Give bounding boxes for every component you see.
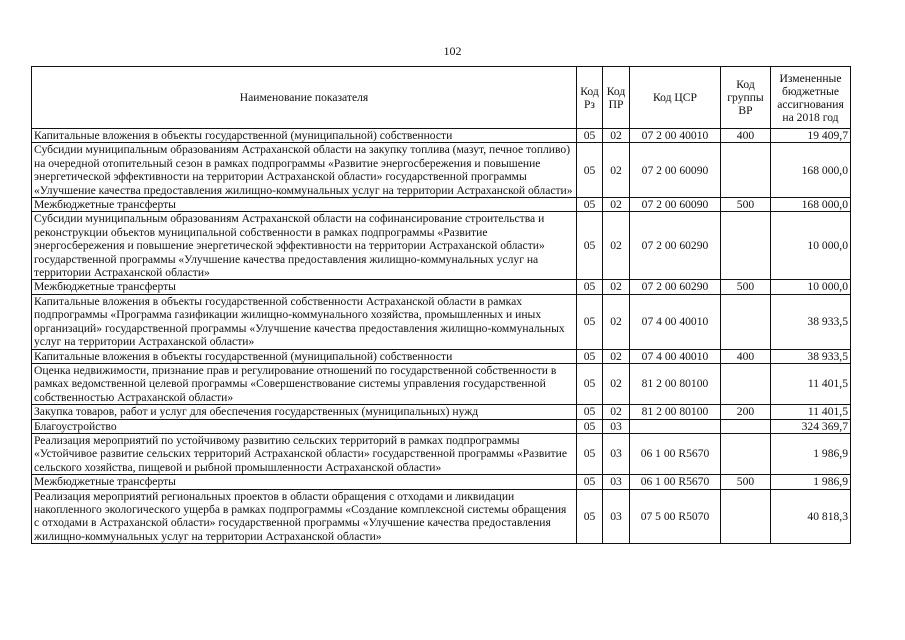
table-row bbox=[32, 212, 851, 280]
table-header-row bbox=[32, 67, 851, 129]
row-vr bbox=[721, 489, 771, 544]
row-pr: 02 bbox=[603, 349, 630, 363]
row-name: Межбюджетные трансферты bbox=[32, 198, 577, 212]
table-row bbox=[32, 349, 851, 363]
row-amount: 10 000,0 bbox=[771, 212, 851, 280]
row-rz: 05 bbox=[577, 198, 603, 212]
row-pr: 02 bbox=[603, 129, 630, 143]
row-amount: 10 000,0 bbox=[771, 280, 851, 294]
row-amount: 324 369,7 bbox=[771, 419, 851, 433]
row-rz: 05 bbox=[577, 143, 603, 198]
row-name: Закупка товаров, работ и услуг для обеспечения государственных (муниципальных) нужд bbox=[32, 405, 577, 419]
row-pr: 03 bbox=[603, 433, 630, 474]
row-amount: 11 401,5 bbox=[771, 363, 851, 404]
row-rz: 05 bbox=[577, 294, 603, 349]
header-amount: Измененные бюджетные ассигнования на 2018 год bbox=[771, 67, 851, 129]
row-pr: 02 bbox=[603, 212, 630, 280]
row-amount: 38 933,5 bbox=[771, 349, 851, 363]
row-csr: 07 2 00 60090 bbox=[630, 198, 721, 212]
row-name: Капитальные вложения в объекты государственной (муниципальной) собственности bbox=[32, 349, 577, 363]
header-rz: Код Рз bbox=[577, 67, 603, 129]
row-csr: 07 2 00 40010 bbox=[630, 129, 721, 143]
row-pr: 03 bbox=[603, 419, 630, 433]
header-pr: Код ПР bbox=[603, 67, 630, 129]
row-vr: 400 bbox=[721, 129, 771, 143]
row-csr: 07 2 00 60090 bbox=[630, 143, 721, 198]
row-vr bbox=[721, 212, 771, 280]
row-vr bbox=[721, 363, 771, 404]
row-csr: 07 2 00 60290 bbox=[630, 280, 721, 294]
table-row bbox=[32, 143, 851, 198]
row-csr: 07 4 00 40010 bbox=[630, 294, 721, 349]
row-csr: 07 5 00 R5070 bbox=[630, 489, 721, 544]
row-rz: 05 bbox=[577, 212, 603, 280]
row-vr: 500 bbox=[721, 280, 771, 294]
row-pr: 03 bbox=[603, 489, 630, 544]
row-rz: 05 bbox=[577, 280, 603, 294]
row-amount: 11 401,5 bbox=[771, 405, 851, 419]
table-row bbox=[32, 433, 851, 474]
table-row bbox=[32, 405, 851, 419]
row-vr bbox=[721, 433, 771, 474]
row-pr: 02 bbox=[603, 143, 630, 198]
row-name: Оценка недвижимости, признание прав и регулирование отношений по государственной собственности в рамках ведомственной целевой программы «Совершенствование системы управления государственной собственностью Астраханской области» bbox=[32, 363, 577, 404]
row-pr: 02 bbox=[603, 294, 630, 349]
row-name: Субсидии муниципальным образованиям Астраханской области на закупку топлива (мазут, печное топливо) на очередной отопительный сезон в рамках подпрограммы «Развитие энергосбережения и повышение энергетической эффективности на территории Астраханской области» государственной программы «Улучшение качества предоставления жилищно-коммунальных услуг на территории Астраханской области» bbox=[32, 143, 577, 198]
row-rz: 05 bbox=[577, 129, 603, 143]
row-name: Капитальные вложения в объекты государственной (муниципальной) собственности bbox=[32, 129, 577, 143]
row-pr: 02 bbox=[603, 198, 630, 212]
header-vr: Код группы ВР bbox=[721, 67, 771, 129]
row-vr: 200 bbox=[721, 405, 771, 419]
row-amount: 19 409,7 bbox=[771, 129, 851, 143]
row-pr: 03 bbox=[603, 475, 630, 489]
row-csr: 81 2 00 80100 bbox=[630, 363, 721, 404]
table-row bbox=[32, 198, 851, 212]
row-name: Межбюджетные трансферты bbox=[32, 475, 577, 489]
header-name: Наименование показателя bbox=[32, 67, 577, 129]
row-amount: 40 818,3 bbox=[771, 489, 851, 544]
row-csr: 06 1 00 R5670 bbox=[630, 475, 721, 489]
row-pr: 02 bbox=[603, 363, 630, 404]
row-amount: 1 986,9 bbox=[771, 433, 851, 474]
row-vr bbox=[721, 419, 771, 433]
row-vr: 500 bbox=[721, 198, 771, 212]
table-row bbox=[32, 363, 851, 404]
row-rz: 05 bbox=[577, 363, 603, 404]
table-row bbox=[32, 419, 851, 433]
row-rz: 05 bbox=[577, 489, 603, 544]
row-vr bbox=[721, 294, 771, 349]
table-row bbox=[32, 129, 851, 143]
row-name: Субсидии муниципальным образованиям Астраханской области на софинансирование строительства и реконструкции объектов муниципальной собственности в рамках подпрограммы «Развитие энергосбережения и повышение энергетической эффективности на территории Астраханской области» государственной программы «Улучшение качества предоставления жилищно-коммунальных услуг на территории Астраханской области» bbox=[32, 212, 577, 280]
table-row bbox=[32, 475, 851, 489]
budget-table bbox=[31, 66, 851, 544]
row-amount: 168 000,0 bbox=[771, 198, 851, 212]
row-amount: 168 000,0 bbox=[771, 143, 851, 198]
row-csr: 07 2 00 60290 bbox=[630, 212, 721, 280]
row-rz: 05 bbox=[577, 419, 603, 433]
row-vr: 400 bbox=[721, 349, 771, 363]
row-pr: 02 bbox=[603, 405, 630, 419]
row-name: Реализация мероприятий региональных проектов в области обращения с отходами и ликвидации накопленного экологического ущерба в рамках подпрограммы «Создание комплексной системы обращения с отходами в Астраханской области» государственной программы «Улучшение качества предоставления жилищно-коммунальных услуг на территории Астраханской области» bbox=[32, 489, 577, 544]
row-rz: 05 bbox=[577, 405, 603, 419]
row-amount: 1 986,9 bbox=[771, 475, 851, 489]
row-pr: 02 bbox=[603, 280, 630, 294]
row-vr: 500 bbox=[721, 475, 771, 489]
row-amount: 38 933,5 bbox=[771, 294, 851, 349]
row-rz: 05 bbox=[577, 433, 603, 474]
header-csr: Код ЦСР bbox=[630, 67, 721, 129]
row-vr bbox=[721, 143, 771, 198]
row-csr: 06 1 00 R5670 bbox=[630, 433, 721, 474]
table-row bbox=[32, 489, 851, 544]
row-name: Межбюджетные трансферты bbox=[32, 280, 577, 294]
row-csr bbox=[630, 419, 721, 433]
row-name: Благоустройство bbox=[32, 419, 577, 433]
row-name: Реализация мероприятий по устойчивому развитию сельских территорий в рамках подпрограммы «Устойчивое развитие сельских территорий Астраханской области» государственной программы «Развитие сельского хозяйства, пищевой и рыбной промышленности Астраханской области» bbox=[32, 433, 577, 474]
row-rz: 05 bbox=[577, 349, 603, 363]
row-csr: 07 4 00 40010 bbox=[630, 349, 721, 363]
row-name: Капитальные вложения в объекты государственной собственности Астраханской области в рамках подпрограммы «Программа газификации жилищно-коммунального хозяйства, промышленных и иных организаций» государственной программы «Улучшение качества предоставления жилищно-коммунальных услуг на территории Астраханской области» bbox=[32, 294, 577, 349]
table-row bbox=[32, 280, 851, 294]
row-rz: 05 bbox=[577, 475, 603, 489]
table-row bbox=[32, 294, 851, 349]
row-csr: 81 2 00 80100 bbox=[630, 405, 721, 419]
page-number: 102 bbox=[443, 44, 462, 58]
